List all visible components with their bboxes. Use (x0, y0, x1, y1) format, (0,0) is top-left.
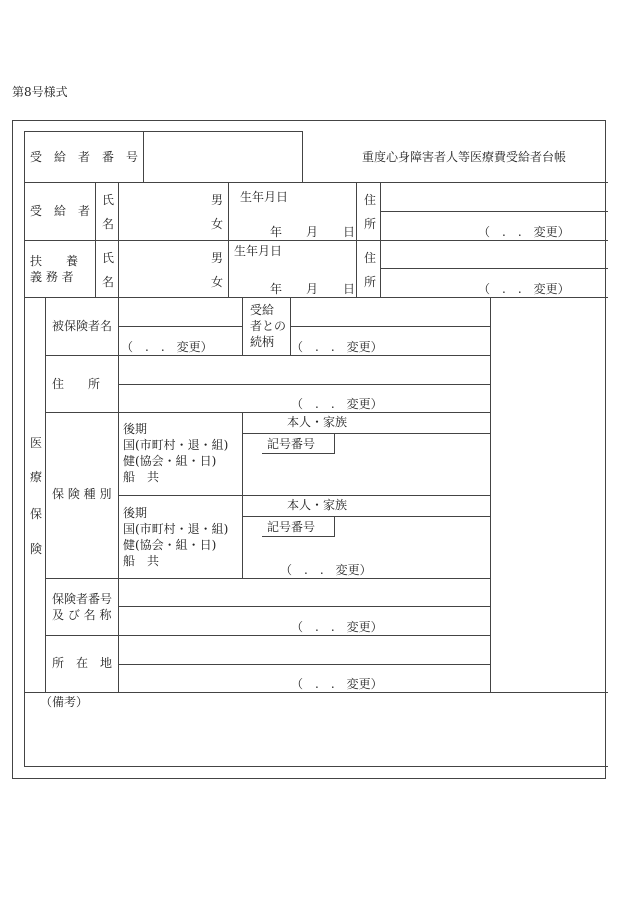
recipient-label: 受 給 者 (30, 204, 91, 218)
insurance-type-option-6: 国(市町村・退・組) (123, 522, 229, 536)
location-label: 所 在 地 (52, 656, 113, 670)
insurance-type-option-3: 健(協会・組・日) (123, 454, 217, 468)
relation-label-1: 受給 (250, 303, 275, 317)
recipient-change-note: （ . . 変更） (478, 225, 570, 239)
insurance-address-change-note: （ . . 変更） (291, 397, 383, 411)
insurance-type-option-7: 健(協会・組・日) (123, 538, 217, 552)
dependent-name-label-1: 氏 (102, 251, 115, 265)
recipient-name-label-2: 名 (102, 217, 115, 231)
insurer-change-note: （ . . 変更） (291, 620, 383, 634)
dependent-label-1: 扶 養 (30, 254, 79, 268)
form-title: 重度心身障害者人等医療費受給者台帳 (362, 150, 567, 164)
remarks-label: （備考） (40, 695, 89, 709)
relation-change-note: （ . . 変更） (291, 340, 383, 354)
insurance-type-change-note: （ . . 変更） (280, 563, 372, 577)
medical-insurance-label-2: 療 (30, 470, 43, 484)
recipient-female: 女 (211, 217, 224, 231)
form-number: 第8号様式 (12, 85, 68, 99)
dependent-male: 男 (211, 251, 224, 265)
recipient-day: 日 (343, 225, 356, 239)
dependent-address-label-1: 住 (364, 251, 377, 265)
insurance-type-option-1: 後期 (123, 422, 148, 436)
relation-label-2: 者との (250, 319, 287, 333)
medical-insurance-label-4: 険 (30, 542, 43, 556)
recipient-number-field[interactable] (144, 132, 302, 183)
recipient-address-label-1: 住 (364, 193, 377, 207)
recipient-birth-label: 生年月日 (240, 190, 289, 204)
dependent-label-2: 義 務 者 (30, 270, 74, 284)
principal-family-1: 本人・家族 (287, 415, 348, 429)
insured-name-label: 被保険者名 (52, 319, 113, 333)
symbol-number-1: 記号番号 (267, 437, 316, 451)
insurance-type-option-5: 後期 (123, 506, 148, 520)
dependent-address-label-2: 所 (364, 275, 377, 289)
insurance-type-option-2: 国(市町村・退・組) (123, 438, 229, 452)
recipient-year: 年 (270, 225, 283, 239)
relation-label-3: 続柄 (250, 335, 275, 349)
medical-insurance-label-1: 医 (30, 436, 43, 450)
dependent-female: 女 (211, 275, 224, 289)
insurer-label-2: 及 び 名 称 (52, 608, 112, 622)
recipient-male: 男 (211, 193, 224, 207)
principal-family-2: 本人・家族 (287, 498, 348, 512)
insurance-type-label: 保 険 種 別 (52, 487, 112, 501)
recipient-month: 月 (306, 225, 319, 239)
recipient-number-label: 受 給 者 番 号 (30, 150, 139, 164)
dependent-birth-label: 生年月日 (234, 244, 283, 258)
medical-insurance-label-3: 保 (30, 507, 43, 521)
remarks-field[interactable] (25, 710, 607, 766)
insurance-type-option-8: 船 共 (123, 554, 160, 568)
insurer-label-1: 保険者番号 (52, 592, 113, 606)
symbol-number-2: 記号番号 (267, 520, 316, 534)
dependent-day: 日 (343, 282, 356, 296)
dependent-name-label-2: 名 (102, 275, 115, 289)
recipient-address-label-2: 所 (364, 217, 377, 231)
location-change-note: （ . . 変更） (291, 677, 383, 691)
dependent-month: 月 (306, 282, 319, 296)
insurance-type-option-4: 船 共 (123, 470, 160, 484)
recipient-name-label-1: 氏 (102, 193, 115, 207)
dependent-year: 年 (270, 282, 283, 296)
dependent-change-note: （ . . 変更） (478, 282, 570, 296)
insurance-address-label: 住 所 (52, 377, 101, 391)
insured-change-note: （ . . 変更） (121, 340, 213, 354)
